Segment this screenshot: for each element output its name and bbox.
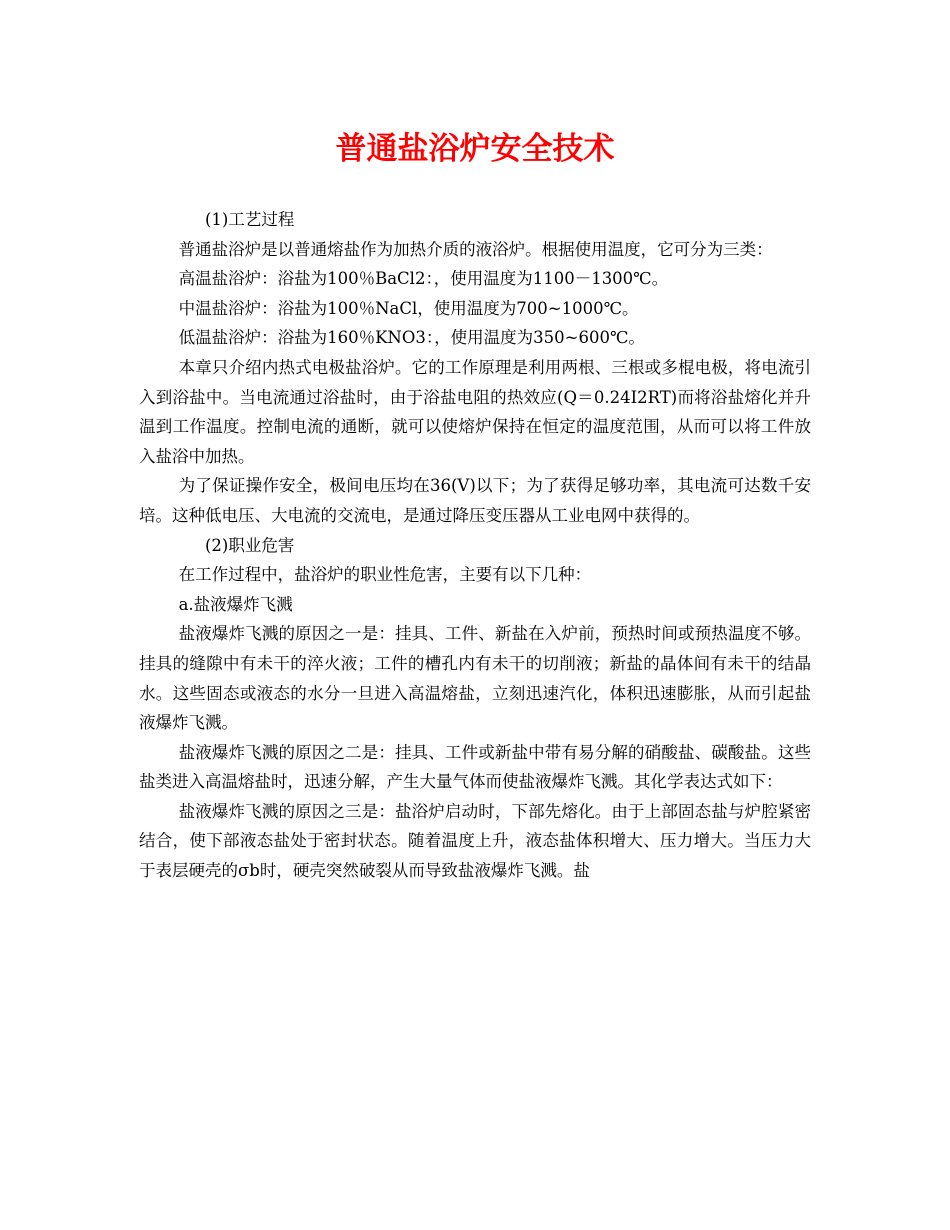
paragraph-working-principle: 本章只介绍内热式电极盐浴炉。它的工作原理是利用两根、三根或多棍电极，将电流引入到浴盐中。当电流通过浴盐时，由于浴盐电阻的热效应(Q＝0.24I2RT)而将浴盐熔化并升温到工作温度。控制电流的通断，就可以使熔炉保持在恒定的温度范围，从而可以将工件放入盐浴中加热。 xyxy=(139,357,811,466)
paragraph-high-temp: 高温盐浴炉：浴盐为100％BaCl2：，使用温度为1100－1300℃。 xyxy=(178,269,669,289)
section-heading-process: (1)工艺过程 xyxy=(205,210,295,229)
document-title: 普通盐浴炉安全技术 xyxy=(335,131,615,167)
paragraph-hazards-intro: 在工作过程中，盐浴炉的职业性危害，主要有以下几种： xyxy=(178,565,592,585)
section-heading-hazards: (2)职业危害 xyxy=(205,535,295,555)
paragraph-cause-one: 盐液爆炸飞溅的原因之一是：挂具、工件、新盐在入炉前，预热时间或预热温度不够。挂具的缝隙中有未干的淬火液；工件的槽孔内有未干的切削液；新盐的晶体间有未干的结晶水。这些固态或液态的水分一旦进入高温熔盐，立刻迅速汽化，体积迅速膨胀，从而引起盐液爆炸飞溅。 xyxy=(139,624,811,733)
paragraph-subheading-splash: a.盐液爆炸飞溅 xyxy=(178,594,293,614)
document-body xyxy=(139,205,811,886)
paragraph-cause-two: 盐液爆炸飞溅的原因之二是：挂具、工件或新盐中带有易分解的硝酸盐、碳酸盐。这些盐类进入高温熔盐时，迅速分解，产生大量气体而使盐液爆炸飞溅。其化学表达式如下： xyxy=(139,742,811,792)
paragraph-cause-three: 盐液爆炸飞溅的原因之三是：盐浴炉启动时，下部先熔化。由于上部固态盐与炉腔紧密结合，使下部液态盐处于密封状态。随着温度上升，液态盐体积增大、压力增大。当压力大于表层硬壳的σb时，硬壳突然破裂从而导致盐液爆炸飞溅。盐 xyxy=(139,801,811,881)
paragraph-voltage-safety: 为了保证操作安全，极间电压均在36(V)以下；为了获得足够功率，其电流可达数千安培。这种低电压、大电流的交流电，是通过降压变压器从工业电网中获得的。 xyxy=(139,476,811,525)
paragraph-low-temp: 低温盐浴炉：浴盐为160％KNO3：，使用温度为350~600℃。 xyxy=(178,328,645,348)
paragraph-intro: 普通盐浴炉是以普通熔盐作为加热介质的液浴炉。根据使用温度，它可分为三类： xyxy=(178,239,773,259)
paragraph-mid-temp: 中温盐浴炉：浴盐为100％NaCl，使用温度为700~1000℃。 xyxy=(178,298,639,318)
